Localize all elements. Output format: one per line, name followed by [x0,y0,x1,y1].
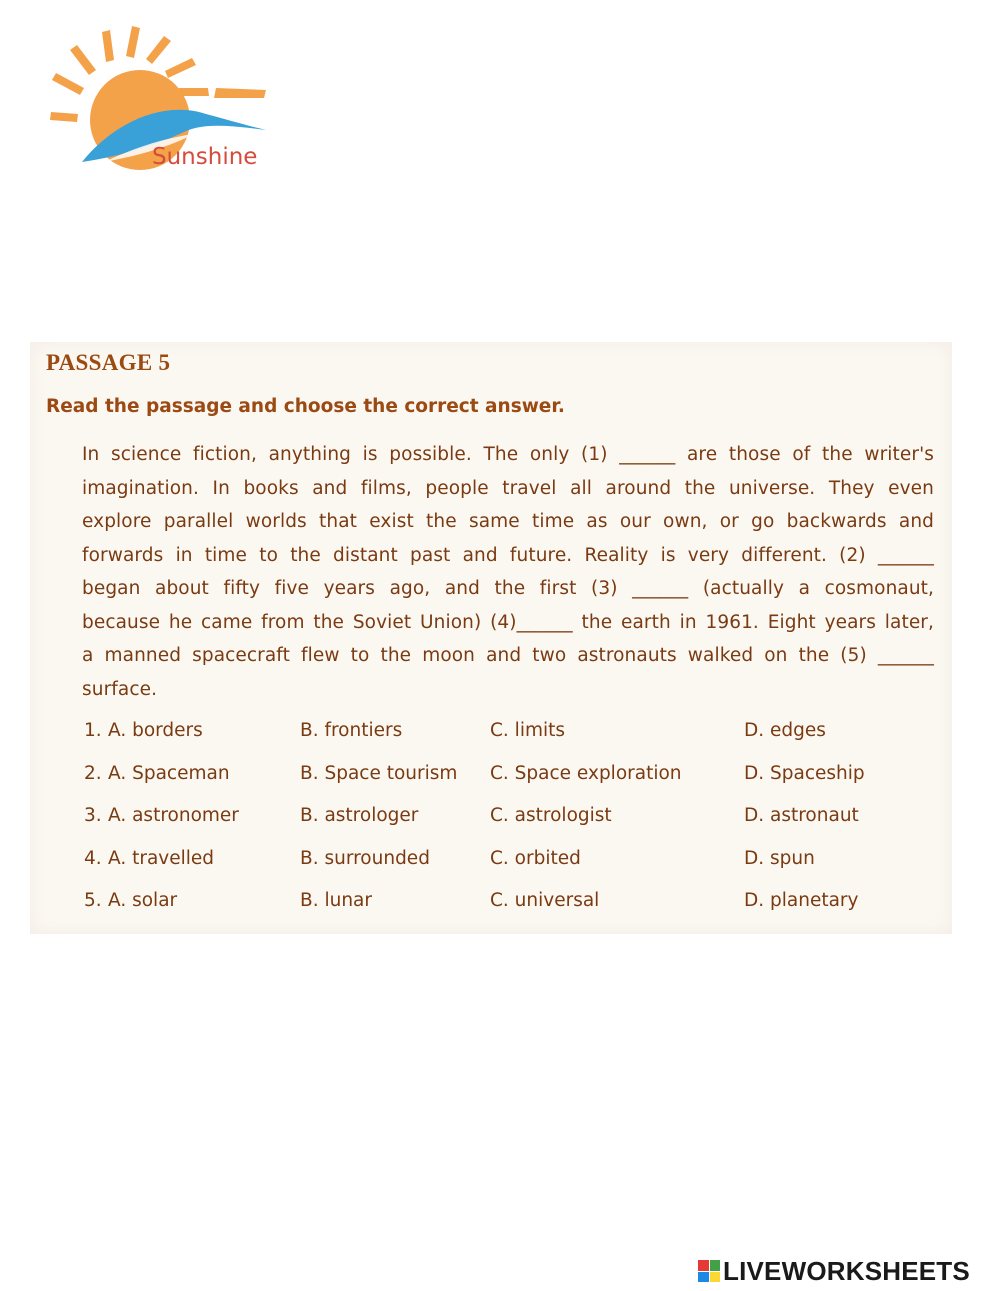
passage-text [82,438,934,706]
question-row-2 [30,763,952,793]
passage-line: surface. [82,678,158,700]
question-number: 2. [84,763,102,784]
passage-line: forwards in time to the distant past and future. Reality is very different. (2) ______ [82,544,934,566]
sunshine-logo [44,22,284,182]
option-c[interactable]: C. universal [490,890,600,911]
liveworksheets-brand [698,1256,970,1286]
option-d[interactable]: D. edges [744,720,826,741]
liveworksheets-logo-icon [698,1260,720,1282]
question-row-4 [30,848,952,878]
question-number: 1. [84,720,102,741]
passage-title: PASSAGE 5 [46,350,171,375]
option-a[interactable]: A. borders [108,720,203,741]
option-d[interactable]: D. planetary [744,890,859,911]
passage-line: In science fiction, anything is possible. The only (1) ______ are those of the writer's [82,444,934,465]
option-b[interactable]: B. lunar [300,890,372,911]
option-c[interactable]: C. Space exploration [490,763,682,784]
option-a[interactable]: A. astronomer [108,805,239,826]
option-b[interactable]: B. surrounded [300,848,430,869]
option-d[interactable]: D. spun [744,848,815,869]
option-a[interactable]: A. travelled [108,848,215,869]
option-a[interactable]: A. solar [108,890,178,911]
brand-name: LIVEWORKSHEETS [723,1255,970,1286]
question-number: 5. [84,890,102,911]
question-row-1 [30,720,952,750]
option-b[interactable]: B. Space tourism [300,763,458,784]
passage-line: a manned spacecraft flew to the moon and two astronauts walked on the (5) ______ [82,645,934,666]
passage-line: imagination. In books and films, people travel all around the universe. They even [82,477,934,499]
option-c[interactable]: C. orbited [490,848,581,869]
passage-line: because he came from the Soviet Union) (4)______ the earth in 1961. Eight years later, [82,611,934,633]
option-d[interactable]: D. astronaut [744,805,859,826]
option-c[interactable]: C. limits [490,720,566,741]
passage-instruction: Read the passage and choose the correct answer. [46,396,565,417]
question-row-3 [30,805,952,835]
option-c[interactable]: C. astrologist [490,805,612,826]
question-row-5 [30,890,952,920]
question-number: 4. [84,848,102,869]
passage-line: began about fifty five years ago, and the first (3) ______ (actually a cosmonaut, [82,578,934,599]
passage-scan [30,342,952,934]
question-number: 3. [84,805,102,826]
option-a[interactable]: A. Spaceman [108,763,230,784]
option-b[interactable]: B. astrologer [300,805,419,826]
option-d[interactable]: D. Spaceship [744,763,865,784]
option-b[interactable]: B. frontiers [300,720,403,741]
logo-text: Sunshine [152,144,258,170]
passage-line: explore parallel worlds that exist the same time as our own, or go backwards and [82,511,934,532]
